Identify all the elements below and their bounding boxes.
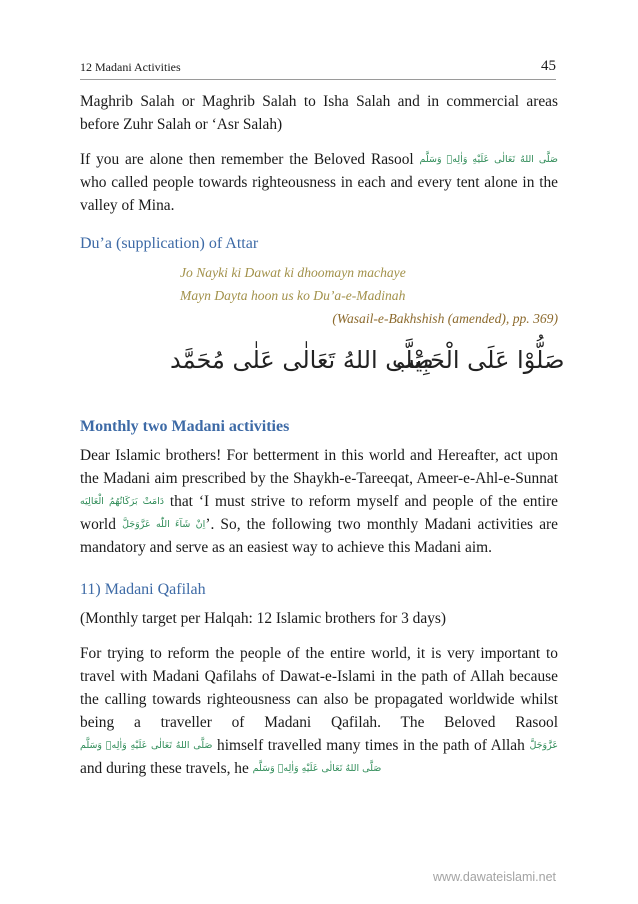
poem-line-2: Mayn Dayta hoon us ko Du’a-e-Madinah [180, 288, 406, 303]
paragraph-qafilah: For trying to reform the people of the entire world, it is very important to travel with Madani Qafilahs of Dawat-e-Islami in the path of Allah because the calling towards righteousness can also be propagated worldwide whilst being a traveller of Madani Qafilah. The Beloved Rasool صَلَّى اللهُ تَعَالٰى عَلَيْهِ وَاٰلِهٖ وَسَلَّم himself travelled many times in the path of Allah عَزَّوَجَلَّ and during these travels, he صَلَّى اللهُ تَعَالٰى عَلَيْهِ وَاٰلِهٖ وَسَلَّم [80, 645, 559, 777]
poem-line-1: Jo Nayki ki Dawat ki dhoomayn machaye [180, 265, 406, 280]
website-footer: www.dawateislami.net [433, 870, 556, 884]
salutation-honorific: صَلَّى اللهُ تَعَالٰى عَلَيْهِ وَاٰلِهٖ وَسَلَّم [252, 763, 382, 774]
page-number: 45 [541, 58, 556, 74]
paragraph-continued: Maghrib Salah or Maghrib Salah to Isha Salah and in commercial areas before Zuhr Salah or ‘Asr Salah) [80, 93, 558, 133]
salat-arabic-left: صَلَّى اللهُ تَعَالٰى عَلٰى مُحَمَّد [170, 346, 434, 374]
page-body [80, 90, 565, 780]
salutation-honorific: صَلَّى اللهُ تَعَالٰى عَلَيْهِ وَاٰلِهٖ وَسَلَّم [80, 740, 213, 751]
header-divider [80, 79, 556, 80]
qafilah-heading: 11) Madani Qafilah [80, 581, 206, 598]
monthly-heading: Monthly two Madani activities [80, 418, 290, 435]
book-title: 12 Madani Activities [80, 60, 181, 74]
honorific-azzawajal: عَزَّوَجَلَّ [529, 740, 559, 751]
salat-arabic-right: صَلُّوْا عَلَى الْحَبِيْب [392, 346, 565, 374]
honorific-ameer: دَامَتْ بَرَكَاتُهُمُ الْعَالِيَه [80, 496, 164, 507]
honorific-inshaallah: اِنْ شَآءَ اللّٰه عَزَّوَجَلَّ [122, 519, 206, 530]
qafilah-target: (Monthly target per Halqah: 12 Islamic brothers for 3 days) [80, 610, 447, 627]
poem-reference: (Wasail-e-Bakhshish (amended), pp. 369) [332, 311, 558, 326]
paragraph-rasool: If you are alone then remember the Beloved Rasool صَلَّى اللهُ تَعَالٰى عَلَيْهِ وَاٰلِهٖ وَسَلَّم who called people towards righteousness in each and every tent alone in the valley of Mina. [80, 151, 558, 214]
paragraph-monthly: Dear Islamic brothers! For betterment in this world and Hereafter, act upon the Madani aim prescribed by the Shaykh-e-Tareeqat, Ameer-e-Ahl-e-Sunnat دَامَتْ بَرَكَاتُهُمُ الْعَالِيَه that ‘I must strive to reform myself and people of the entire world اِنْ شَآءَ اللّٰه عَزَّوَجَلَّ’. So, the following two monthly Madani activities are mandatory and serve as an easiest way to achieve this Madani aim. [80, 447, 558, 556]
running-header [80, 58, 556, 80]
dua-heading: Du’a (supplication) of Attar [80, 235, 259, 252]
salat-line [80, 338, 565, 398]
salutation-honorific: صَلَّى اللهُ تَعَالٰى عَلَيْهِ وَاٰلِهٖ وَسَلَّم [419, 154, 558, 165]
dua-poem [80, 261, 558, 330]
